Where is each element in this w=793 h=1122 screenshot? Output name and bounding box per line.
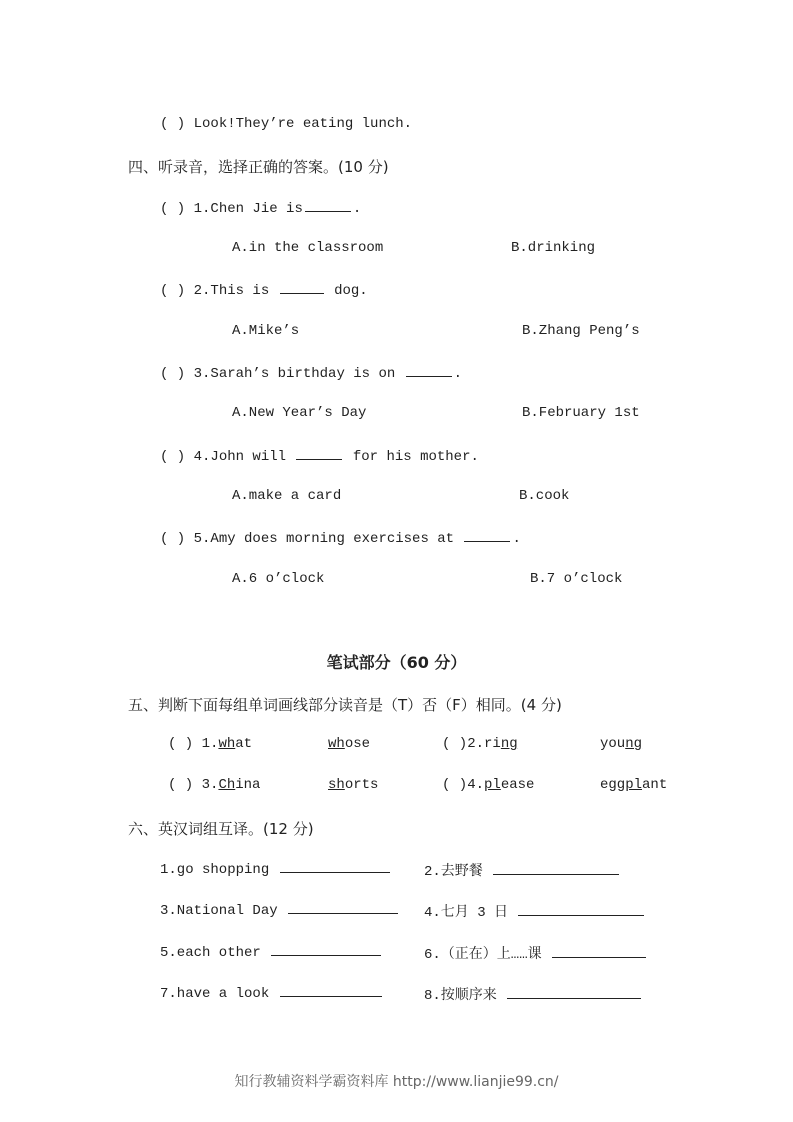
answer-paren[interactable]: ( ) [160,283,186,299]
answer-paren[interactable]: ( ) [168,736,194,752]
answer-line[interactable] [552,945,646,958]
s6-item-1: 1.go shopping [160,860,392,878]
s6-item-6: 6.（正在）上……课 [424,943,648,963]
s4-option-5a: A.6 o’clock [232,571,325,587]
blank [406,364,452,377]
s5-word-2b: young [600,736,643,752]
s4-option-1b: B.drinking [511,240,596,256]
s6-item-5: 5.each other [160,943,383,961]
written-section-title: 笔试部分（60 分） [326,653,467,672]
answer-paren[interactable]: ( ) [160,531,186,547]
section4-title: 四、听录音，选择正确的答案。(10 分) [128,158,389,176]
s4-option-2b: B.Zhang Peng’s [522,323,640,339]
s5-word-4b: eggplant [600,777,668,793]
s4-option-3a: A.New Year’s Day [232,405,367,421]
s6-item-8: 8.按顺序来 [424,984,643,1004]
answer-paren[interactable]: ( ) [160,201,186,217]
answer-paren[interactable]: ( ) [442,777,468,793]
blank [464,529,510,542]
answer-line[interactable] [280,860,390,873]
s5-item-1: ( ) 1.what [168,736,253,752]
s6-item-4: 4.七月 3 日 [424,901,646,921]
s4-question-4: ( ) 4.John will for his mother. [160,449,479,465]
s4-question-1: ( ) 1.Chen Jie is . [160,201,362,217]
s5-word-1b: whose [328,736,371,752]
s6-item-2: 2.去野餐 [424,860,621,880]
s4-option-1a: A.in the classroom [232,240,384,256]
answer-paren[interactable]: ( ) [160,449,186,465]
answer-paren[interactable]: ( ) [160,366,186,382]
section6-title: 六、英汉词组互译。(12 分) [128,820,314,838]
question-text: Look!They’re eating lunch. [193,116,413,132]
page-footer: 知行教辅资料学霸资料库 http://www.lianjie99.cn/ [234,1074,559,1090]
blank [280,281,324,294]
answer-line[interactable] [271,943,381,956]
question-prev [160,116,412,132]
s4-question-3: ( ) 3.Sarah’s birthday is on . [160,366,463,382]
s4-question-2: ( ) 2.This is dog. [160,283,368,299]
answer-line[interactable] [493,862,619,875]
section5-title: 五、判断下面每组单词画线部分读音是（T）否（F）相同。(4 分) [128,696,562,714]
s5-item-4: ( )4.please [442,777,535,793]
answer-paren[interactable]: ( ) [160,116,186,132]
s4-option-2a: A.Mike’s [232,323,300,339]
s4-option-5b: B.7 o’clock [530,571,623,587]
answer-line[interactable] [280,984,382,997]
s4-option-4b: B.cook [519,488,570,504]
answer-line[interactable] [507,986,641,999]
answer-line[interactable] [288,901,398,914]
s6-item-7: 7.have a look [160,984,384,1002]
s4-question-5: ( ) 5.Amy does morning exercises at . [160,531,521,547]
s4-option-3b: B.February 1st [522,405,640,421]
blank [305,199,351,212]
answer-line[interactable] [518,903,644,916]
answer-paren[interactable]: ( ) [442,736,468,752]
blank [296,447,342,460]
s6-item-3: 3.National Day [160,901,400,919]
s5-item-3: ( ) 3.China [168,777,261,793]
answer-paren[interactable]: ( ) [168,777,194,793]
s4-option-4a: A.make a card [232,488,342,504]
s5-word-3b: shorts [328,777,379,793]
s5-item-2: ( )2.ring [442,736,518,752]
